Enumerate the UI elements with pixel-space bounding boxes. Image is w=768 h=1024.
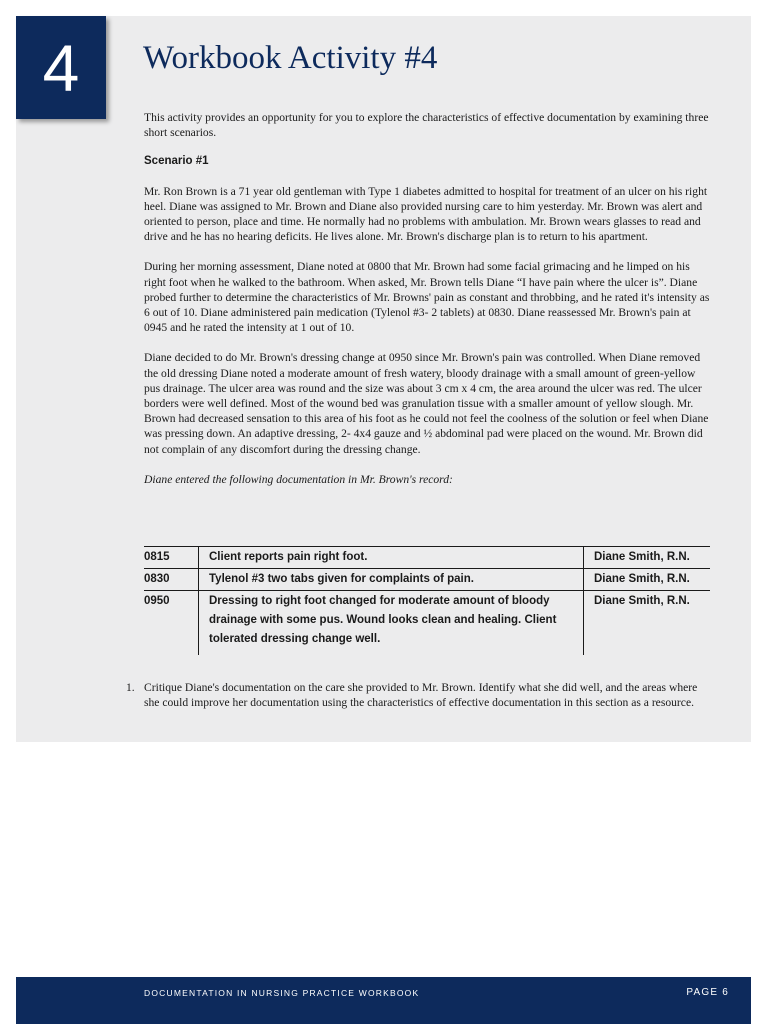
record-entry: Client reports pain right foot. bbox=[199, 547, 584, 569]
body-text bbox=[144, 110, 710, 500]
record-signature: Diane Smith, R.N. bbox=[594, 573, 690, 585]
footer-title: DOCUMENTATION IN NURSING PRACTICE WORKBOOK bbox=[144, 988, 420, 998]
record-entry: Tylenol #3 two tabs given for complaints of pain. bbox=[199, 569, 584, 591]
question-text: Critique Diane's documentation on the care she provided to Mr. Brown. Identify what she did well, and the areas where she could improve her documentation using the characteristics of effective documentation in this section as a resource. bbox=[144, 681, 698, 710]
table-row bbox=[144, 547, 710, 569]
table-row bbox=[144, 569, 710, 591]
table-row bbox=[144, 591, 710, 656]
question-number: 1. bbox=[126, 681, 135, 694]
scenario-paragraph: Mr. Ron Brown is a 71 year old gentleman with Type 1 diabetes admitted to hospital for treatment of an ulcer on his right heel. Diane was assigned to Mr. Brown and Diane also provided nursing care to him yesterday. Mr. Brown was alert and oriented to person, place and time. He normally had no problems with ambulation. Mr. Brown wears glasses to read and drive and he has no hearing deficits. He lives alone. Mr. Brown's discharge plan is to return to his apartment. bbox=[144, 184, 708, 244]
record-time: 0830 bbox=[144, 573, 170, 585]
record-signature: Diane Smith, R.N. bbox=[594, 551, 690, 563]
scenario-paragraph: Diane decided to do Mr. Brown's dressing change at 0950 since Mr. Brown's pain was controlled. When Diane removed the old dressing Diane noted a moderate amount of fresh watery, bloody drainage with a small amount of green-yellow pus drainage. The ulcer area was round and the size was about 3 cm x 4 cm, the area around the ulcer was red. The ulcer borders were well defined. Most of the wound bed was granulation tissue with a smaller amount of yellow slough. Mr. Brown had decreased sensation to this area of his foot as he could not feel the coolness of the solution or feel when Diane was pressing down. An adaptive dressing, 2- 4x4 gauze and ½ abdominal pad were placed on the wound. Mr. Brown did not complain of any discomfort during the dressing change. bbox=[144, 351, 709, 456]
record-time: 0815 bbox=[144, 551, 170, 563]
page-title: Workbook Activity #4 bbox=[143, 40, 438, 76]
chapter-number-badge bbox=[16, 16, 106, 119]
page-number: PAGE 6 bbox=[686, 987, 729, 998]
intro-paragraph: This activity provides an opportunity for you to explore the characteristics of effective documentation by examining three short scenarios. bbox=[144, 111, 709, 140]
question-item bbox=[126, 680, 710, 710]
record-entry: Dressing to right foot changed for moderate amount of bloody drainage with some pus. Wound looks clean and healing. Client tolerated dressing change well. bbox=[199, 591, 584, 656]
scenario-paragraph: During her morning assessment, Diane noted at 0800 that Mr. Brown had some facial grimacing and he limped on his right foot when he walked to the bathroom. When asked, Mr. Brown tells Diane “I have pain where the ulcer is”. Diane probed further to determine the characteristics of Mr. Browns' pain as constant and throbbing, and he rated it's intensity as 6 out of 10. Diane administered pain medication (Tylenol #3- 2 tablets) at 0830. Diane reassessed Mr. Brown's pain at 0945 and he rated the intensity at 1 out of 10. bbox=[144, 260, 710, 335]
page-footer bbox=[16, 977, 751, 1024]
record-time: 0950 bbox=[144, 595, 170, 607]
scenario-heading: Scenario #1 bbox=[144, 155, 209, 168]
table-lead-text: Diane entered the following documentation in Mr. Brown's record: bbox=[144, 472, 453, 486]
chapter-number: 4 bbox=[42, 30, 80, 105]
documentation-table bbox=[144, 546, 710, 655]
record-signature: Diane Smith, R.N. bbox=[594, 595, 690, 607]
